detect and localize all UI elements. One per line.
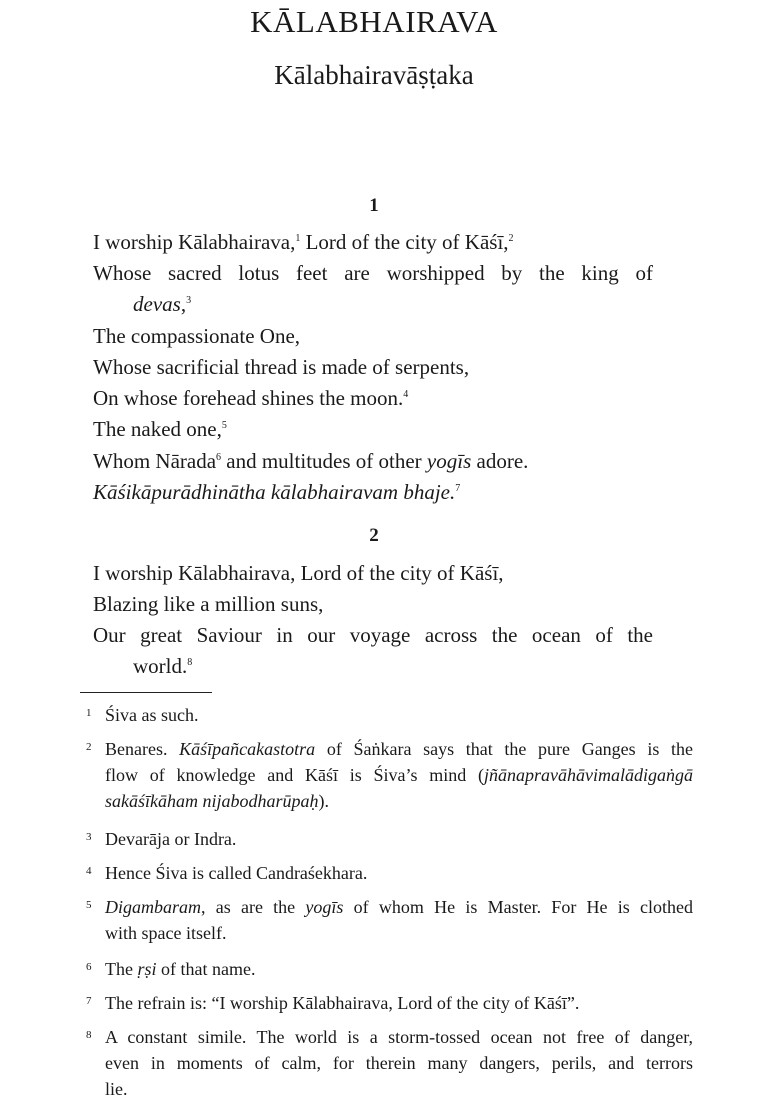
footnote-number: 8 <box>86 1029 92 1041</box>
page-subtitle: Kālabhairavāṣṭaka <box>274 60 474 90</box>
footnote-number: 7 <box>86 995 92 1007</box>
verse-line: Whose sacred lotus feet are worshipped by the king of <box>93 261 653 285</box>
verse-line: devas,$^3$ <box>133 292 192 316</box>
footnote-ref: 3 <box>186 295 192 306</box>
footnote-number: 3 <box>86 831 92 843</box>
footnote-number: 6 <box>86 961 92 973</box>
italic-text: Kāśīpañcakastotra <box>179 739 316 759</box>
footnote-line: Devarāja or Indra. <box>105 829 237 849</box>
footnote-ref: 8 <box>187 657 193 668</box>
italic-text: jñānapravāhāvimalādigaṅgā <box>484 765 693 785</box>
footnote-number: 1 <box>86 707 92 719</box>
verse-line: Blazing like a million suns, <box>93 592 324 616</box>
footnote-ref: 4 <box>403 389 409 400</box>
footnote-number: 2 <box>86 741 92 753</box>
page-title: KĀLABHAIRAVA <box>250 4 498 39</box>
footnote-line: even in moments of calm, for therein many dangers, perils, and terrors <box>105 1053 693 1073</box>
footnote-line: sakāśīkāham nijabodharūpaḥ). <box>105 791 329 811</box>
footnote-line: The refrain is: “I worship Kālabhairava, Lord of the city of Kāśī”. <box>105 993 580 1013</box>
italic-text: Kāśikāpurādhinātha kālabhairavam bhaje. <box>93 480 456 504</box>
footnote-line: A constant simile. The world is a storm-tossed ocean not free of danger, <box>105 1027 693 1047</box>
italic-text: yogīs <box>305 897 344 917</box>
footnote-line: lie. <box>105 1079 128 1099</box>
footnote-ref: 5 <box>221 420 227 431</box>
footnote-line: The ṛṣi of that name. <box>105 959 256 979</box>
footnote-number: 5 <box>86 899 92 911</box>
footnote-line: flow of knowledge and Kāśī is Śiva’s mind (jñānapravāhāvimalādigaṅgā <box>105 765 693 785</box>
footnote-line: Digambaram, as are the yogīs of whom He is Master. For He is clothed <box>105 897 693 917</box>
verse-line: On whose forehead shines the moon.$^4$ <box>93 386 409 410</box>
verse-line: I worship Kālabhairava,$^1$ Lord of the city of Kāśī,$^2$ <box>93 230 514 254</box>
verse-line: I worship Kālabhairava, Lord of the city of Kāśī, <box>93 561 504 585</box>
verse-line: world.$^8$ <box>133 654 193 678</box>
footnote-divider <box>80 692 212 693</box>
verse-number: 1 <box>369 195 379 216</box>
verse-line: Whom Nārada$^6$ and multitudes of other yogīs adore. <box>93 449 529 473</box>
italic-text: ṛṣi <box>137 959 157 979</box>
italic-text: sakāśīkāham nijabodharūpaḥ <box>105 791 319 811</box>
footnote-ref: 7 <box>455 483 461 494</box>
footnote-ref: 2 <box>508 233 514 244</box>
italic-text: yogīs <box>426 449 472 473</box>
footnote-line: with space itself. <box>105 923 227 943</box>
footnote-line: Hence Śiva is called Candraśekhara. <box>105 863 368 883</box>
verse-line <box>93 479 460 505</box>
footnote-line: Śiva as such. <box>105 705 199 725</box>
italic-text: devas <box>133 292 181 316</box>
verse-line: Our great Saviour in our voyage across the ocean of the <box>93 623 653 647</box>
verse-line: The compassionate One, <box>93 324 301 348</box>
verse-line: Whose sacrificial thread is made of serpents, <box>93 355 470 379</box>
italic-text: Digambaram <box>105 897 202 917</box>
footnote-ref: 1 <box>295 233 301 244</box>
verse-number: 2 <box>369 525 379 546</box>
footnote-ref: 6 <box>216 452 222 463</box>
verse-line: The naked one,$^5$ <box>93 417 227 441</box>
footnote-number: 4 <box>86 865 92 877</box>
footnote-line: Benares. Kāśīpañcakastotra of Śaṅkara says that the pure Ganges is the <box>105 739 693 759</box>
